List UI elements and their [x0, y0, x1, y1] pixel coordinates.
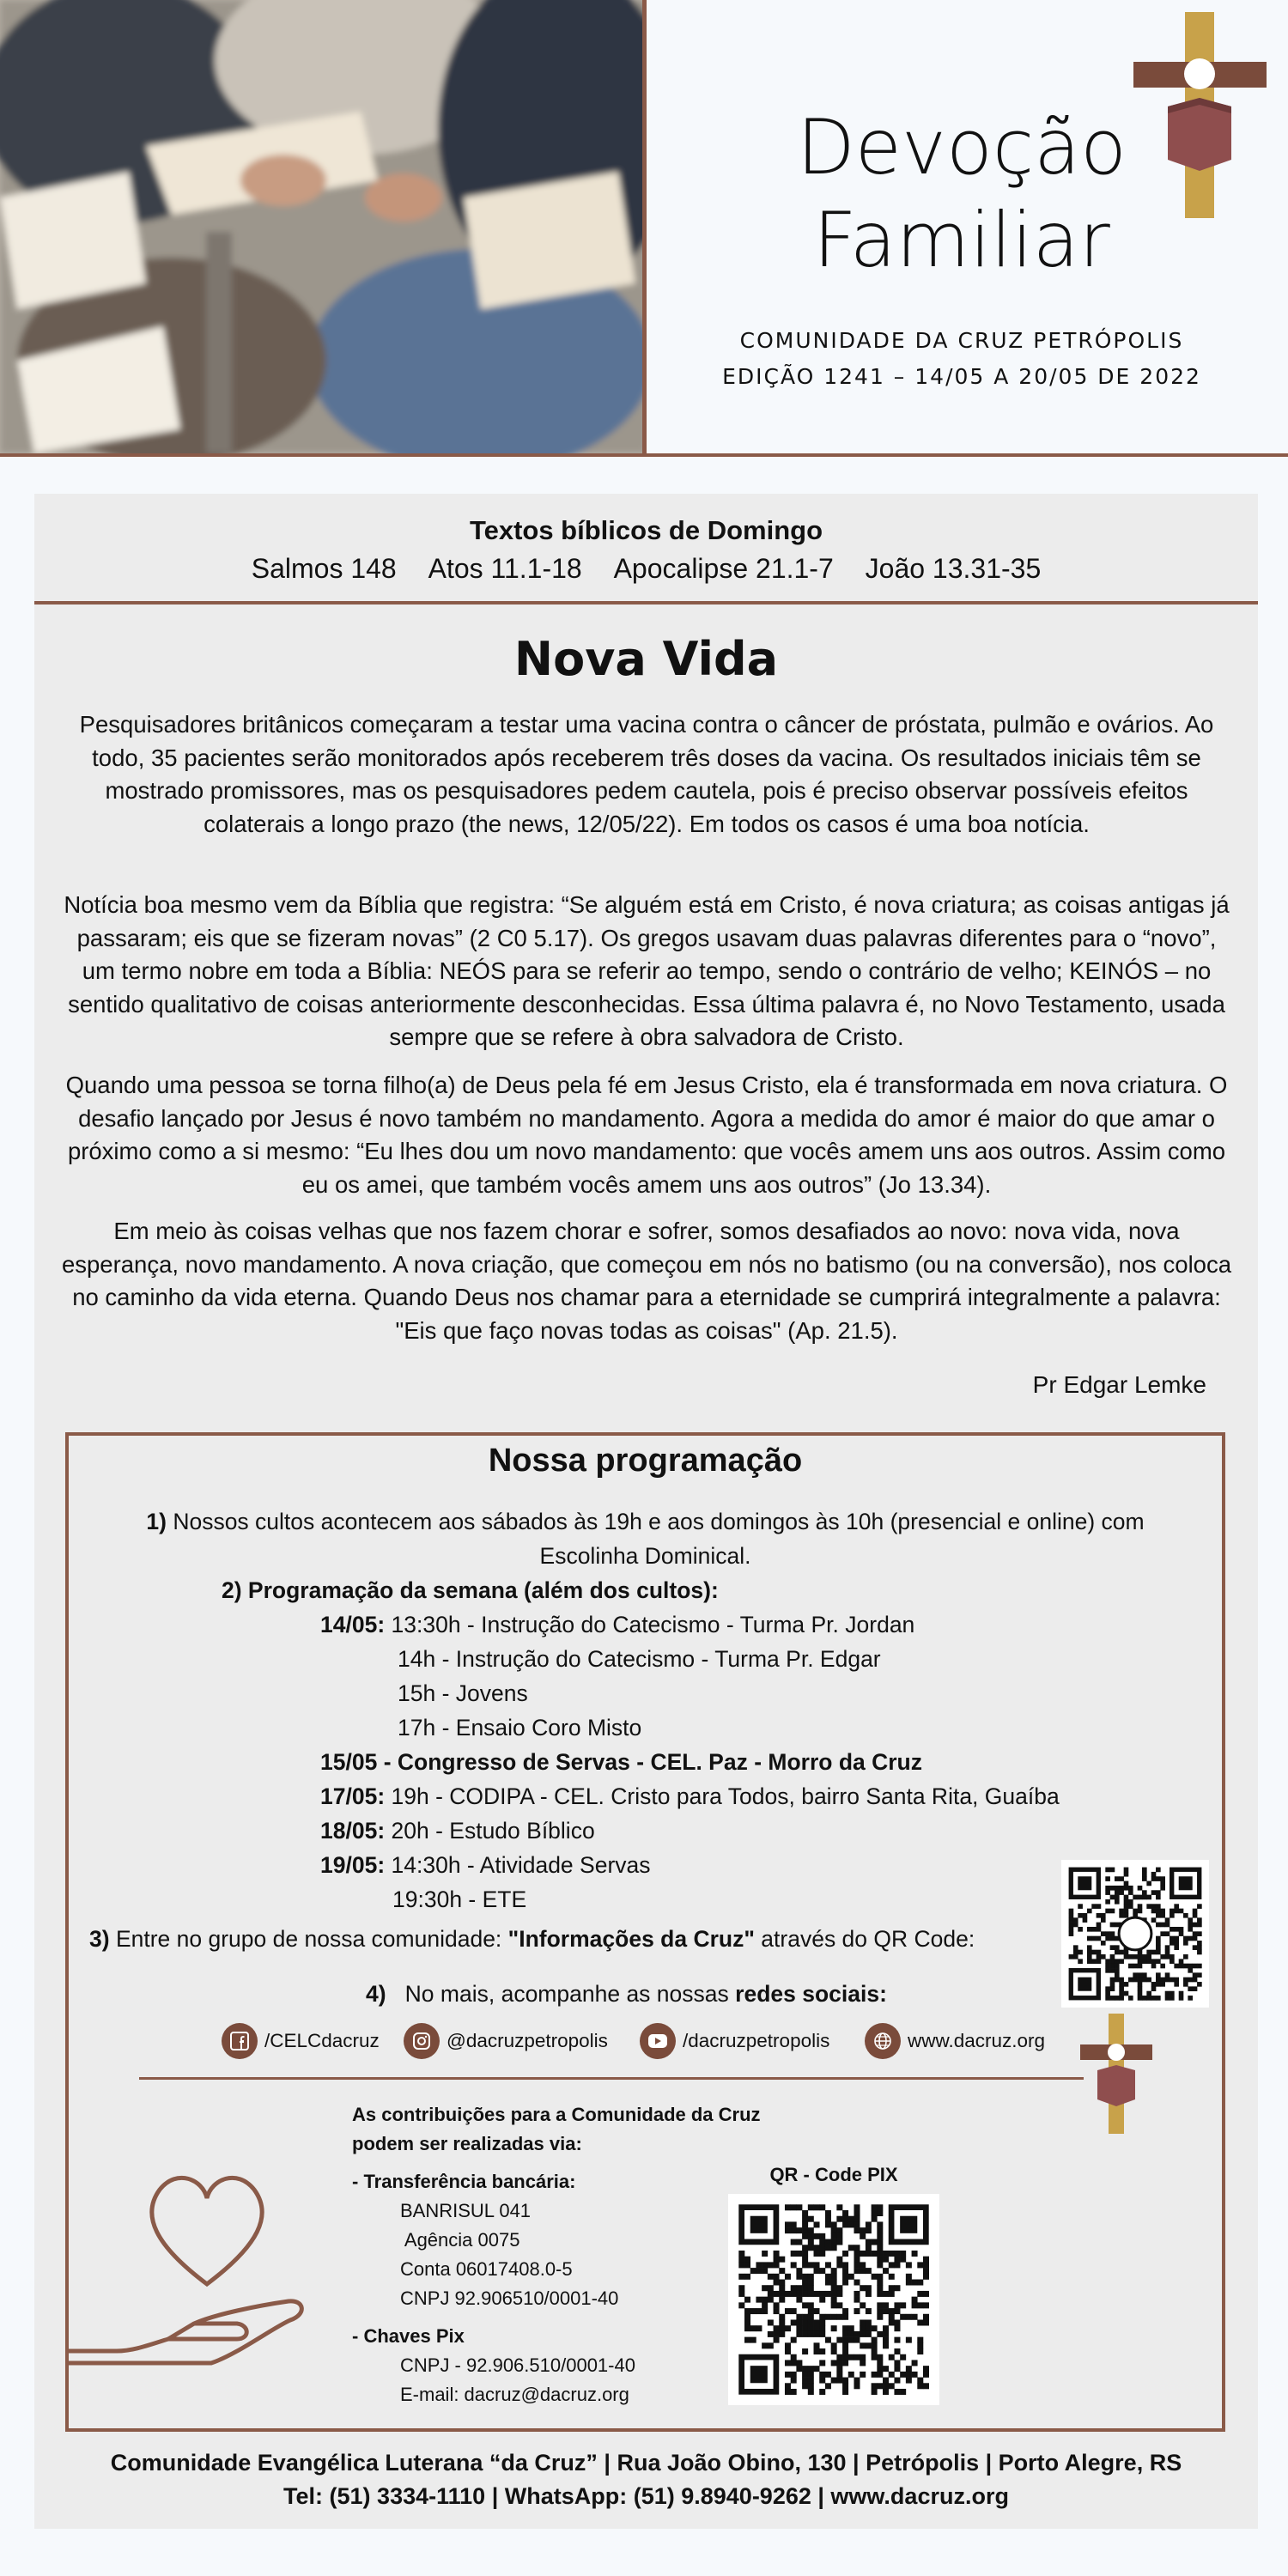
- contrib-intro-line: podem ser realizadas via:: [352, 2133, 582, 2154]
- title-line-1: Devoção: [797, 103, 1127, 191]
- header-divider: [0, 453, 1288, 457]
- schedule-date: 14/05:: [320, 1612, 386, 1637]
- item-number: 1): [146, 1509, 167, 1534]
- schedule-row: 14h - Instrução do Catecismo - Turma Pr. Edgar: [398, 1646, 881, 1672]
- schedule-row: 19:30h - ETE: [392, 1886, 527, 1912]
- article-paragraph: Pesquisadores britânicos começaram a testar uma vacina contra o câncer de próstata, pulmão e ovários. Ao todo, 35 pacientes serão monitorados após receberem três doses da vacina. Os resultados iniciais têm se mostrado promissores, mas os pesquisadores pedem cautela, pois é preciso observar possíveis efeitos colaterais a longo prazo (the news, 12/05/22). Em todos os casos é uma boa notícia.: [79, 711, 1214, 837]
- qr-code-icon: [1061, 1860, 1209, 2008]
- readings-list: [34, 553, 1258, 585]
- community-name: COMUNIDADE DA CRUZ PETRÓPOLIS: [739, 328, 1184, 353]
- edition-info: EDIÇÃO 1241 – 14/05 A 20/05 DE 2022: [722, 364, 1201, 389]
- contrib-intro: [352, 2100, 761, 2159]
- schedule-text: 20h - Estudo Bíblico: [391, 1818, 595, 1844]
- facebook-icon: [222, 2023, 258, 2059]
- schedule-date: 18/05:: [320, 1818, 386, 1844]
- reading-item: Atos 11.1-18: [428, 553, 582, 584]
- item-text: Entre no grupo de nossa comunidade:: [115, 1926, 502, 1952]
- bank-line: Agência 0075: [400, 2229, 520, 2251]
- pix-qr-code[interactable]: [728, 2194, 939, 2405]
- cross-book-icon: [1080, 2014, 1152, 2134]
- schedule-row: [320, 1848, 651, 1882]
- qr-code-icon: [728, 2194, 939, 2405]
- globe-icon: [865, 2023, 901, 2059]
- item-number: 4): [366, 1981, 386, 2007]
- bank-details: [400, 2196, 618, 2313]
- schedule-text: - Congresso de Servas - CEL. Paz - Morro da Cruz: [383, 1749, 922, 1775]
- program-item-4: [366, 1977, 887, 2011]
- reading-item: Salmos 148: [251, 553, 397, 584]
- reading-item: João 13.31-35: [865, 553, 1042, 584]
- schedule-row: [320, 1814, 595, 1848]
- bank-line: BANRISUL 041: [400, 2200, 532, 2221]
- schedule-text: 19h - CODIPA - CEL. Cristo para Todos, bairro Santa Rita, Guaíba: [391, 1783, 1060, 1809]
- program-title: Nossa programação: [488, 1443, 803, 1479]
- article-author: Pr Edgar Lemke: [1032, 1371, 1206, 1398]
- reading-item: Apocalipse 21.1-7: [613, 553, 834, 584]
- article-paragraph: Notícia boa mesmo vem da Bíblia que registra: “Se alguém está em Cristo, é nova criatura; as coisas antigas já passaram; eis que se fizeram novas” (2 C0 5.17). Os gregos usavam duas palavras diferentes para o “novo”, um termo nobre em toda a Bíblia: NEÓS para se referir ao tempo, sendo o contrário de velho; KEINÓS – no sentido qualitativo de coisas anteriormente desconhecidas. Essa última palavra é, no Novo Testamento, usada sempre que se refere à obra salvadora de Cristo.: [64, 891, 1230, 1050]
- item-text: através do QR Code:: [761, 1926, 975, 1952]
- header-photo: [0, 0, 647, 453]
- article-title: Nova Vida: [513, 632, 779, 686]
- item-number: 3): [89, 1926, 110, 1952]
- social-youtube[interactable]: [640, 2022, 829, 2060]
- bank-line: Conta 06017408.0-5: [400, 2258, 573, 2280]
- schedule-row: [320, 1779, 1060, 1814]
- schedule-text: 14:30h - Atividade Servas: [391, 1852, 651, 1878]
- readings-title: Textos bíblicos de Domingo: [469, 515, 823, 545]
- bank-line: CNPJ 92.906510/0001-40: [400, 2287, 619, 2309]
- item-text: Nossos cultos acontecem aos sábados às 19h e aos domingos às 10h (presencial e online) com: [173, 1509, 1145, 1534]
- social-label: /dacruzpetropolis: [683, 2030, 830, 2051]
- pix-details: [400, 2351, 635, 2409]
- contrib-intro-line: As contribuições para a Comunidade da Cruz: [352, 2104, 761, 2125]
- schedule-date: 15/05: [320, 1749, 378, 1775]
- schedule-row: [320, 1745, 922, 1779]
- article-paragraph: Quando uma pessoa se torna filho(a) de Deus pela fé em Jesus Cristo, ela é transformada em nova criatura. O desafio lançado por Jesus é novo também no mandamento. Agora a medida do amor é maior do que amar o próximo como a si mesmo: “Eu lhes dou um novo mandamento: que vocês amem uns aos outros. Assim como eu os amei, que também vocês amem uns aos outros” (Jo 13.34).: [65, 1072, 1228, 1198]
- program-item-1-cont: Escolinha Dominical.: [539, 1543, 751, 1569]
- social-label: www.dacruz.org: [908, 2030, 1046, 2051]
- subtitle: [678, 323, 1245, 395]
- social-instagram[interactable]: [404, 2022, 608, 2060]
- transfer-label: - Transferência bancária:: [352, 2171, 576, 2192]
- schedule-date: 17/05:: [320, 1783, 386, 1809]
- item-text-bold: redes sociais:: [735, 1981, 887, 2007]
- group-name: "Informações da Cruz": [507, 1926, 755, 1952]
- instagram-icon: [404, 2023, 440, 2059]
- schedule-row: [320, 1607, 914, 1642]
- schedule-row: 17h - Ensaio Coro Misto: [398, 1715, 642, 1741]
- social-label: /CELCdacruz: [264, 2030, 380, 2051]
- pix-qr-title: QR - Code PIX: [769, 2164, 898, 2185]
- item-text: No mais, acompanhe as nossas: [404, 1981, 729, 2007]
- schedule-row: 15h - Jovens: [398, 1680, 528, 1706]
- heart-hand-icon: [65, 2129, 306, 2370]
- program-item-1: [65, 1504, 1225, 1539]
- schedule-date: 19/05:: [320, 1852, 386, 1878]
- page-title: [704, 101, 1219, 287]
- readings-divider: [34, 601, 1258, 605]
- title-line-2: Familiar: [813, 196, 1110, 284]
- small-cross-logo: [1080, 2014, 1152, 2134]
- program-item-2-heading: 2) Programação da semana (além dos cultos):: [222, 1577, 719, 1603]
- bible-study-photo: [0, 0, 647, 453]
- schedule-text: 13:30h - Instrução do Catecismo - Turma Pr. Jordan: [391, 1612, 915, 1637]
- footer-contact: Tel: (51) 3334-1110 | WhatsApp: (51) 9.8940-9262 | www.dacruz.org: [283, 2483, 1009, 2509]
- social-facebook[interactable]: [222, 2022, 380, 2060]
- whatsapp-qr-code[interactable]: [1061, 1860, 1209, 2008]
- article-paragraph: Em meio às coisas velhas que nos fazem chorar e sofrer, somos desafiados ao novo: nova vida, nova esperança, novo mandamento. A nova criação, que começou em nós no batismo (ou na conversão), nos coloca no caminho da vida eterna. Quando Deus nos chamar para a eternidade se cumprirá integralmente a palavra: "Eis que faço novas todas as coisas" (Ap. 21.5).: [61, 1218, 1232, 1344]
- pix-label: - Chaves Pix: [352, 2325, 465, 2347]
- pix-line: CNPJ - 92.906.510/0001-40: [400, 2354, 635, 2376]
- footer-address: Comunidade Evangélica Luterana “da Cruz” | Rua João Obino, 130 | Petrópolis | Porto Alegre, RS: [110, 2450, 1182, 2476]
- social-divider: [139, 2077, 1084, 2080]
- social-label: @dacruzpetropolis: [447, 2030, 608, 2051]
- pix-line: E-mail: dacruz@dacruz.org: [400, 2384, 629, 2405]
- heart-hand-illustration: [65, 2129, 306, 2370]
- program-item-3: [89, 1922, 975, 1956]
- social-website[interactable]: [865, 2022, 1045, 2060]
- youtube-icon: [640, 2023, 676, 2059]
